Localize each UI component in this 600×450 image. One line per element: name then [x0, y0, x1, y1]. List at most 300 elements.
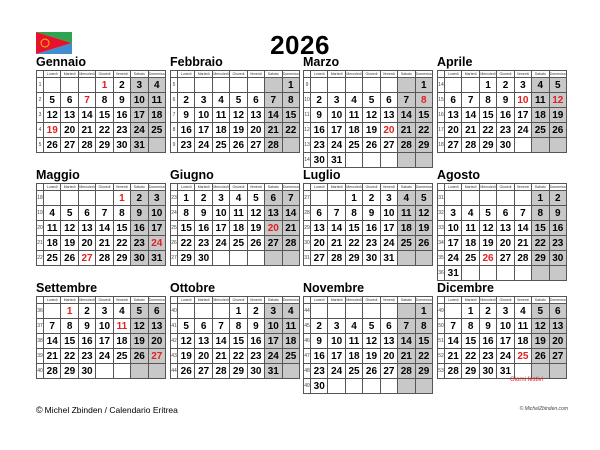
day-cell: [462, 191, 479, 206]
day-cell: 7: [445, 319, 462, 334]
day-cell: 8: [113, 206, 130, 221]
day-cell: 23: [497, 123, 514, 138]
day-cell: [212, 251, 229, 266]
week-row: [37, 319, 166, 334]
day-cell: [479, 266, 496, 281]
weekday-header: Mercoledì: [79, 298, 95, 302]
day-cell: [230, 251, 247, 266]
day-cell: 7: [78, 93, 95, 108]
week-row: [438, 364, 567, 379]
day-cell: [345, 379, 362, 394]
day-cell: 21: [462, 123, 479, 138]
weekday-header: Venerdì: [514, 71, 531, 78]
month-gennaio: [36, 55, 166, 153]
month-settembre: [36, 281, 166, 379]
day-cell: 8: [415, 319, 432, 334]
weekday-header: Sabato: [398, 297, 415, 304]
day-cell: 14: [44, 334, 61, 349]
weekday-header: Domenica: [415, 185, 432, 189]
day-cell: [363, 78, 380, 93]
month-name: Dicembre: [437, 281, 494, 295]
day-cell: 3: [195, 93, 212, 108]
week-row: [304, 319, 433, 334]
week-number: 46: [304, 334, 311, 349]
day-cell: 12: [363, 334, 380, 349]
day-cell: 25: [113, 349, 130, 364]
day-cell: 20: [311, 236, 328, 251]
day-cell: 28: [282, 236, 299, 251]
day-cell: 30: [363, 251, 380, 266]
day-cell: 19: [131, 334, 148, 349]
day-cell: 23: [479, 349, 496, 364]
day-cell: 16: [247, 334, 264, 349]
weekday-header: Sabato: [265, 71, 282, 78]
week-row: [438, 138, 567, 153]
day-cell: 2: [131, 191, 148, 206]
day-cell: 7: [462, 93, 479, 108]
month-marzo: [303, 55, 433, 168]
day-cell: 19: [532, 334, 549, 349]
day-cell: 6: [148, 304, 165, 319]
day-cell: 18: [345, 349, 362, 364]
day-cell: 2: [311, 93, 328, 108]
weekday-header: Mercoledì: [480, 72, 496, 76]
day-cell: 18: [345, 123, 362, 138]
month-table: [36, 70, 166, 153]
day-cell: 25: [345, 364, 362, 379]
day-cell: 14: [96, 221, 113, 236]
day-cell: 27: [445, 138, 462, 153]
day-cell: 24: [328, 364, 345, 379]
day-cell: 15: [61, 334, 78, 349]
day-cell: 1: [532, 191, 549, 206]
day-cell: [61, 78, 78, 93]
weekday-header: Lunedì: [44, 297, 61, 304]
day-cell: [462, 78, 479, 93]
day-cell: 9: [178, 108, 195, 123]
day-cell: 13: [265, 206, 282, 221]
day-cell: [282, 251, 299, 266]
footer-credit: [36, 405, 178, 415]
day-cell: 4: [345, 93, 362, 108]
day-cell: 2: [247, 304, 264, 319]
week-number: 10: [304, 93, 311, 108]
weekday-header: Lunedì: [178, 297, 195, 304]
day-cell: 19: [230, 123, 247, 138]
weekday-header: Sabato: [265, 297, 282, 304]
day-cell: 9: [195, 206, 212, 221]
week-number: 31: [438, 191, 445, 206]
day-cell: 20: [497, 236, 514, 251]
day-cell: 25: [514, 349, 531, 364]
day-cell: 5: [61, 206, 78, 221]
weekday-header: Venerdì: [514, 184, 531, 191]
week-number: 12: [304, 123, 311, 138]
day-cell: 14: [445, 334, 462, 349]
day-cell: 22: [415, 349, 432, 364]
weekday-header: Mercoledì: [480, 185, 496, 189]
day-cell: 7: [398, 93, 415, 108]
weekday-header: Martedì: [195, 71, 212, 78]
day-cell: 6: [445, 93, 462, 108]
day-cell: 28: [445, 364, 462, 379]
month-febbraio: [170, 55, 300, 153]
month-table: [170, 70, 300, 153]
day-cell: [212, 304, 229, 319]
day-cell: [212, 78, 229, 93]
week-row: [438, 191, 567, 206]
week-row: [438, 206, 567, 221]
day-cell: 26: [61, 251, 78, 266]
day-cell: 24: [96, 349, 113, 364]
week-row: [304, 349, 433, 364]
day-cell: 28: [78, 138, 95, 153]
day-cell: 16: [479, 334, 496, 349]
day-cell: 24: [380, 236, 397, 251]
weekday-header: Domenica: [148, 185, 165, 189]
weekday-header: Martedì: [328, 71, 345, 78]
day-cell: 23: [311, 364, 328, 379]
week-row: [37, 108, 166, 123]
week-number: 51: [438, 334, 445, 349]
day-cell: 13: [61, 108, 78, 123]
week-number: 41: [171, 319, 178, 334]
week-number: 20: [37, 221, 44, 236]
day-cell: 24: [212, 236, 229, 251]
day-cell: 1: [415, 78, 432, 93]
day-cell: 5: [532, 304, 549, 319]
week-row: [171, 206, 300, 221]
day-cell: [445, 304, 462, 319]
week-row: [171, 93, 300, 108]
day-cell: 14: [398, 108, 415, 123]
day-cell: 28: [398, 138, 415, 153]
week-row: [438, 236, 567, 251]
day-cell: [96, 191, 113, 206]
day-cell: 27: [247, 138, 264, 153]
day-cell: 4: [398, 191, 415, 206]
day-cell: 1: [113, 191, 130, 206]
week-number: 40: [171, 304, 178, 319]
day-cell: 19: [549, 108, 566, 123]
day-cell: [380, 153, 397, 168]
day-cell: 31: [380, 251, 397, 266]
day-cell: [78, 191, 95, 206]
day-cell: 5: [131, 304, 148, 319]
week-number: 14: [304, 153, 311, 168]
week-row: [304, 123, 433, 138]
day-cell: 31: [445, 266, 462, 281]
day-cell: 5: [415, 191, 432, 206]
week-number: 18: [438, 138, 445, 153]
day-cell: 6: [380, 319, 397, 334]
day-cell: 21: [398, 349, 415, 364]
day-cell: 18: [230, 221, 247, 236]
week-row: [304, 191, 433, 206]
day-cell: 18: [514, 334, 531, 349]
day-cell: [148, 138, 165, 153]
day-cell: 20: [195, 349, 212, 364]
day-cell: 22: [96, 123, 113, 138]
month-table: [437, 183, 567, 281]
day-cell: 10: [514, 93, 531, 108]
day-cell: 22: [282, 123, 299, 138]
day-cell: 3: [148, 191, 165, 206]
week-number: 18: [37, 191, 44, 206]
day-cell: 6: [311, 206, 328, 221]
weekday-header: Giovedì: [363, 184, 380, 191]
day-cell: 28: [462, 138, 479, 153]
week-row: [438, 266, 567, 281]
day-cell: [514, 138, 531, 153]
day-cell: 22: [230, 349, 247, 364]
weekday-header: Lunedì: [445, 297, 462, 304]
day-cell: [230, 78, 247, 93]
week-number: 22: [37, 251, 44, 266]
week-number: 5: [37, 138, 44, 153]
day-cell: 10: [445, 221, 462, 236]
week-row: [438, 221, 567, 236]
day-cell: 25: [212, 138, 229, 153]
day-cell: 8: [178, 206, 195, 221]
week-row: [37, 206, 166, 221]
day-cell: [398, 379, 415, 394]
day-cell: 12: [178, 334, 195, 349]
day-cell: 23: [311, 138, 328, 153]
week-number: 4: [37, 123, 44, 138]
day-cell: 15: [178, 221, 195, 236]
day-cell: 20: [148, 334, 165, 349]
day-cell: 14: [282, 206, 299, 221]
day-cell: 12: [44, 108, 61, 123]
day-cell: 18: [148, 108, 165, 123]
day-cell: 24: [328, 138, 345, 153]
day-cell: [44, 191, 61, 206]
day-cell: 31: [131, 138, 148, 153]
day-cell: 26: [415, 236, 432, 251]
day-cell: 2: [195, 191, 212, 206]
day-cell: 14: [328, 221, 345, 236]
day-cell: 11: [532, 93, 549, 108]
day-cell: 22: [345, 236, 362, 251]
weekday-header: Sabato: [131, 297, 148, 304]
month-aprile: [437, 55, 567, 153]
day-cell: 25: [462, 251, 479, 266]
day-cell: 24: [265, 349, 282, 364]
day-cell: [398, 78, 415, 93]
day-cell: 15: [230, 334, 247, 349]
day-cell: 17: [195, 123, 212, 138]
day-cell: 10: [328, 334, 345, 349]
day-cell: 3: [265, 304, 282, 319]
week-row: [304, 206, 433, 221]
weekday-header: Martedì: [462, 297, 479, 304]
month-table: [303, 183, 433, 266]
day-cell: 1: [230, 304, 247, 319]
week-row: [304, 334, 433, 349]
day-cell: 16: [195, 221, 212, 236]
day-cell: 25: [230, 236, 247, 251]
day-cell: 28: [265, 138, 282, 153]
day-cell: 18: [212, 123, 229, 138]
day-cell: 7: [265, 93, 282, 108]
day-cell: 31: [497, 364, 514, 379]
day-cell: 29: [345, 251, 362, 266]
day-cell: 21: [398, 123, 415, 138]
month-ottobre: [170, 281, 300, 379]
weekday-header: Sabato: [532, 297, 549, 304]
day-cell: 17: [148, 221, 165, 236]
week-row: [438, 123, 567, 138]
weekday-header: Domenica: [415, 298, 432, 302]
day-cell: [398, 153, 415, 168]
day-cell: 6: [78, 206, 95, 221]
week-number: 21: [37, 236, 44, 251]
day-cell: [415, 153, 432, 168]
day-cell: 27: [380, 138, 397, 153]
day-cell: 4: [148, 78, 165, 93]
weekday-header: Sabato: [265, 184, 282, 191]
week-row: [37, 364, 166, 379]
weekday-header: Martedì: [462, 71, 479, 78]
day-cell: 22: [113, 236, 130, 251]
day-cell: 4: [532, 78, 549, 93]
day-cell: 18: [462, 236, 479, 251]
weekday-header: Giovedì: [96, 297, 113, 304]
day-cell: 15: [479, 108, 496, 123]
day-cell: 3: [328, 93, 345, 108]
week-row: [37, 78, 166, 93]
day-cell: 24: [514, 123, 531, 138]
weekday-header: Domenica: [415, 72, 432, 76]
day-cell: 5: [44, 93, 61, 108]
day-cell: 8: [462, 319, 479, 334]
week-row: [37, 349, 166, 364]
day-cell: 26: [549, 123, 566, 138]
week-number: 52: [438, 349, 445, 364]
day-cell: 19: [479, 236, 496, 251]
day-cell: 9: [363, 206, 380, 221]
day-cell: 6: [549, 304, 566, 319]
day-cell: 19: [247, 221, 264, 236]
day-cell: 11: [345, 108, 362, 123]
day-cell: 27: [380, 364, 397, 379]
weekday-header: Domenica: [282, 72, 299, 76]
day-cell: 26: [479, 251, 496, 266]
day-cell: [497, 266, 514, 281]
weekday-header: Domenica: [549, 185, 566, 189]
day-cell: 9: [497, 93, 514, 108]
weekday-header: Mercoledì: [346, 72, 362, 76]
month-name: Marzo: [303, 55, 340, 69]
day-cell: 23: [113, 123, 130, 138]
day-cell: 11: [282, 319, 299, 334]
day-cell: 3: [514, 78, 531, 93]
week-row: [304, 251, 433, 266]
week-row: [171, 221, 300, 236]
day-cell: 24: [445, 251, 462, 266]
month-table: [437, 296, 567, 379]
week-row: [171, 364, 300, 379]
day-cell: 17: [328, 123, 345, 138]
week-number: 47: [304, 349, 311, 364]
week-row: [37, 251, 166, 266]
day-cell: 5: [363, 93, 380, 108]
month-dicembre: [437, 281, 567, 379]
day-cell: 20: [265, 221, 282, 236]
day-cell: 6: [195, 319, 212, 334]
day-cell: 3: [497, 304, 514, 319]
day-cell: 1: [61, 304, 78, 319]
day-cell: 2: [549, 191, 566, 206]
day-cell: 21: [96, 236, 113, 251]
weekday-header: Sabato: [398, 184, 415, 191]
day-cell: 14: [398, 334, 415, 349]
day-cell: 13: [148, 319, 165, 334]
day-cell: [363, 153, 380, 168]
day-cell: 6: [61, 93, 78, 108]
day-cell: 10: [265, 319, 282, 334]
day-cell: [328, 379, 345, 394]
day-cell: 22: [415, 123, 432, 138]
month-giugno: [170, 168, 300, 266]
weekday-header: Venerdì: [113, 71, 130, 78]
day-cell: [195, 78, 212, 93]
day-cell: 21: [445, 349, 462, 364]
day-cell: [265, 78, 282, 93]
day-cell: 31: [328, 153, 345, 168]
day-cell: 13: [78, 221, 95, 236]
day-cell: 3: [212, 191, 229, 206]
week-row: [171, 138, 300, 153]
day-cell: 13: [445, 108, 462, 123]
weekday-header: Mercoledì: [213, 298, 229, 302]
day-cell: [445, 78, 462, 93]
week-row: [304, 153, 433, 168]
week-number: 8: [171, 123, 178, 138]
day-cell: 26: [131, 349, 148, 364]
day-cell: 1: [178, 191, 195, 206]
day-cell: 24: [195, 138, 212, 153]
day-cell: [311, 78, 328, 93]
day-cell: 30: [497, 138, 514, 153]
day-cell: 18: [44, 236, 61, 251]
day-cell: 3: [445, 206, 462, 221]
month-luglio: [303, 168, 433, 266]
day-cell: 15: [462, 334, 479, 349]
day-cell: 29: [415, 138, 432, 153]
holiday-legend: Giorni festivi: [510, 377, 544, 383]
day-cell: 21: [78, 123, 95, 138]
day-cell: 11: [230, 206, 247, 221]
week-number: 17: [438, 123, 445, 138]
day-cell: 14: [514, 221, 531, 236]
day-cell: 2: [78, 304, 95, 319]
weekday-header: Venerdì: [113, 184, 130, 191]
day-cell: 19: [61, 236, 78, 251]
day-cell: 5: [363, 319, 380, 334]
week-row: [438, 251, 567, 266]
month-name: Aprile: [437, 55, 473, 69]
week-number: 39: [37, 349, 44, 364]
week-number: 3: [37, 108, 44, 123]
day-cell: 2: [479, 304, 496, 319]
day-cell: 21: [212, 349, 229, 364]
day-cell: [282, 138, 299, 153]
week-row: [438, 304, 567, 319]
day-cell: 11: [398, 206, 415, 221]
weekday-header: Venerdì: [247, 71, 264, 78]
